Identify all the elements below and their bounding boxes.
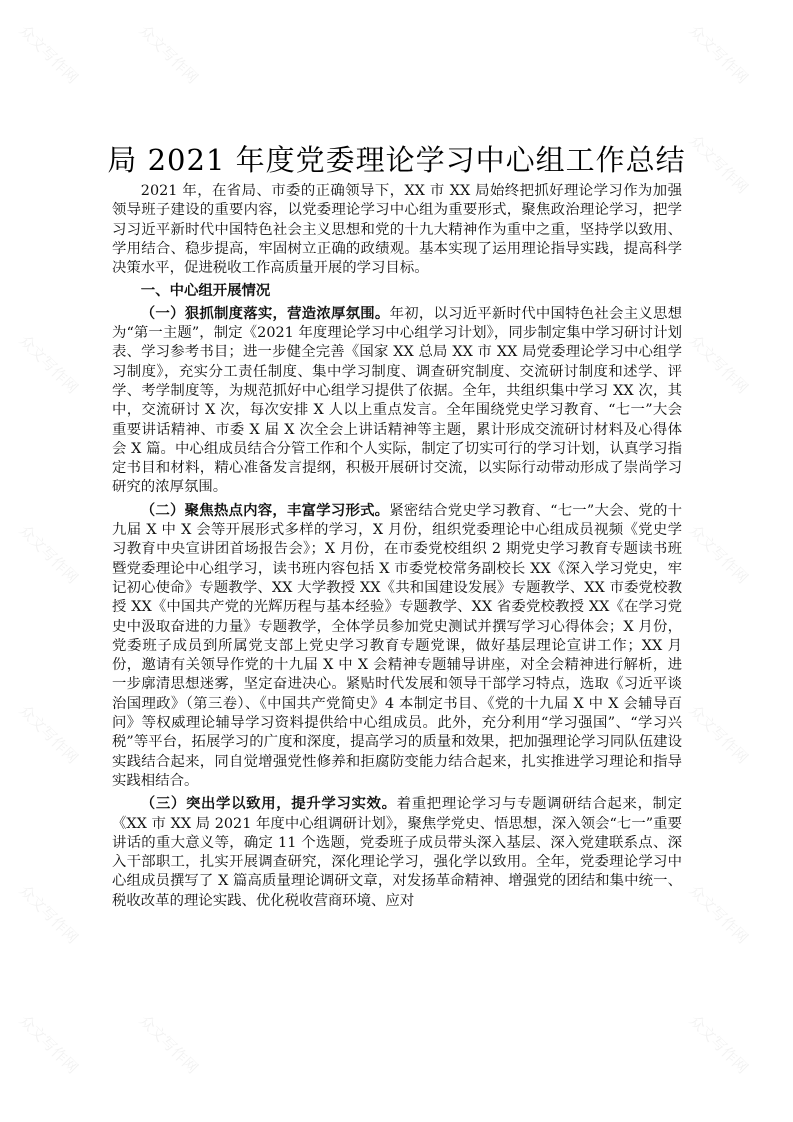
document-title: 局 2021 年度党委理论学习中心组工作总结	[107, 143, 686, 177]
watermark-text: 众文写作网	[15, 331, 82, 398]
paragraph-2-text: 紧密结合党史学习教育、“七一”大会、党的十九届 X 中 X 会等开展形式多样的学习，X 月份，组织党委理论中心组成员视频《党史学习教育中央宣讲团首场报告会》；X 月份，在市委党校组织 2 期党史学习教育专题读书班暨党委理论中心组学习，读书班内容包括 X 市委党校常务副校长 XX《深入学习党史，牢记初心使命》专题教学、XX 大学教授 XX《共和国建设发展》专题教学、XX 市委党校教授 XX《中国共产党的光辉历程与基本经验》专题教学、XX 省委党校教授 XX《在学习党史中汲取奋进的力量》专题教学，全体学员参加党史测试并撰写学习心得体会；X 月份，党委班子成员到所属党支部上党史学习教育专题党课，做好基层理论宣讲工作；XX 月份，邀请有关领导作党的十九届 X 中 X 会精神专题辅导讲座，对全会精神进行解析，进一步廓清思想迷雾，坚定奋进决心。紧贴时代发展和领导干部学习特点，选取《习近平谈治国理政》（第三卷）、《中国共产党简史》4 本制定书目、《党的十九届 X 中 X 会辅导百问》等权威理论辅导学习资料提供给中心组成员。此外，充分利用“学习强国”、“学习兴税”等平台，拓展学习的广度和深度，提高学习的质量和效果，把加强理论学习同队伍建设实践结合起来，同自觉增强党性修养和拒腐防变能力结合起来，扎实推进学习理论和指导实践相结合。	[112, 502, 682, 789]
watermark-text: 众文写作网	[15, 1011, 82, 1078]
intro-paragraph: 2021 年，在省局、市委的正确领导下，XX 市 XX 局始终把抓好理论学习作为加强领导班子建设的重要内容，以党委理论学习中心组为重要形式，聚焦政治理论学习，把学习习近平新时代中国特色社会主义思想和党的十九大精神作为重中之重，坚持学以致用、学用结合、稳步提高，牢固树立正确的政绩观。基本实现了运用理论指导实践，提高科学决策水平，促进税收工作高质量开展的学习目标。	[112, 183, 682, 277]
watermark-text: 众文写作网	[685, 331, 752, 398]
paragraph-3-text: 着重把理论学习与专题调研结合起来，制定《XX 市 XX 局 2021 年度中心组调研计划》，聚焦学党史、悟思想，深入领会“七一”重要讲话的重大意义等，确定 11 个选题，党委班子成员带头深入基层、深入党建联系点、深入干部职工，扎实开展调查研究，深化理论学习，强化学以致用。全年，党委理论学习中心组成员撰写了 X 篇高质量理论调研文章，对发扬革命精神、增强党的团结和集中统一、税收改革的理论实践、优化税收营商环境、应对	[112, 796, 682, 909]
paragraph-1	[112, 304, 682, 498]
watermark-text: 众文写作网	[685, 881, 752, 948]
section-heading: 一、中心组开展情况	[140, 282, 271, 300]
paragraph-1-lead: （一）狠抓制度落实，营造浓厚氛围。	[140, 304, 390, 322]
watermark-text: 众文写作网	[15, 881, 82, 948]
document-body	[112, 182, 682, 914]
watermark-text: 众文写作网	[685, 521, 752, 588]
watermark-text: 众文写作网	[135, 1011, 202, 1078]
paragraph-2	[112, 501, 682, 791]
paragraph-3-lead: （三）突出学以致用，提升学习实效。	[140, 795, 397, 813]
watermark-text: 众文写作网	[685, 1011, 752, 1078]
watermark-text: 众文写作网	[135, 21, 202, 88]
watermark-text: 众文写作网	[15, 21, 82, 88]
watermark-text: 众文写作网	[685, 131, 752, 198]
watermark-text: 众文写作网	[15, 521, 82, 588]
paragraph-2-lead: （二）聚焦热点内容，丰富学习形式。	[140, 501, 390, 519]
watermark-text: 众文写作网	[685, 21, 752, 88]
watermark-text: 众文写作网	[685, 701, 752, 768]
paragraph-3	[112, 794, 682, 911]
watermark-text: 众文写作网	[15, 701, 82, 768]
paragraph-1-text: 年初，以习近平新时代中国特色社会主义思想为“第一主题”，制定《2021 年度理论学习中心组学习计划》，同步制定集中学习研讨计划表、学习参考书目；进一步健全完善《国家 XX 总局 XX 市 XX 局党委理论学习中心组学习制度》，充实分工责任制度、集中学习制度、调查研究制度、交流研讨制度和述学、评学、考学制度等，为规范抓好中心组学习提供了依据。全年，共组织集中学习 XX 次，其中，交流研讨 X 次，每次安排 X 人以上重点发言。全年围绕党史学习教育、“七一”大会重要讲话精神、市委 X 届 X 次全会上讲话精神等主题，累计形成交流研讨材料及心得体会 X 篇。中心组成员结合分管工作和个人实际，制定了切实可行的学习计划，认真学习指定书目和材料，精心准备发言提纲，积极开展研讨交流，以实际行动带动形成了崇尚学习研究的浓厚氛围。	[112, 305, 682, 496]
